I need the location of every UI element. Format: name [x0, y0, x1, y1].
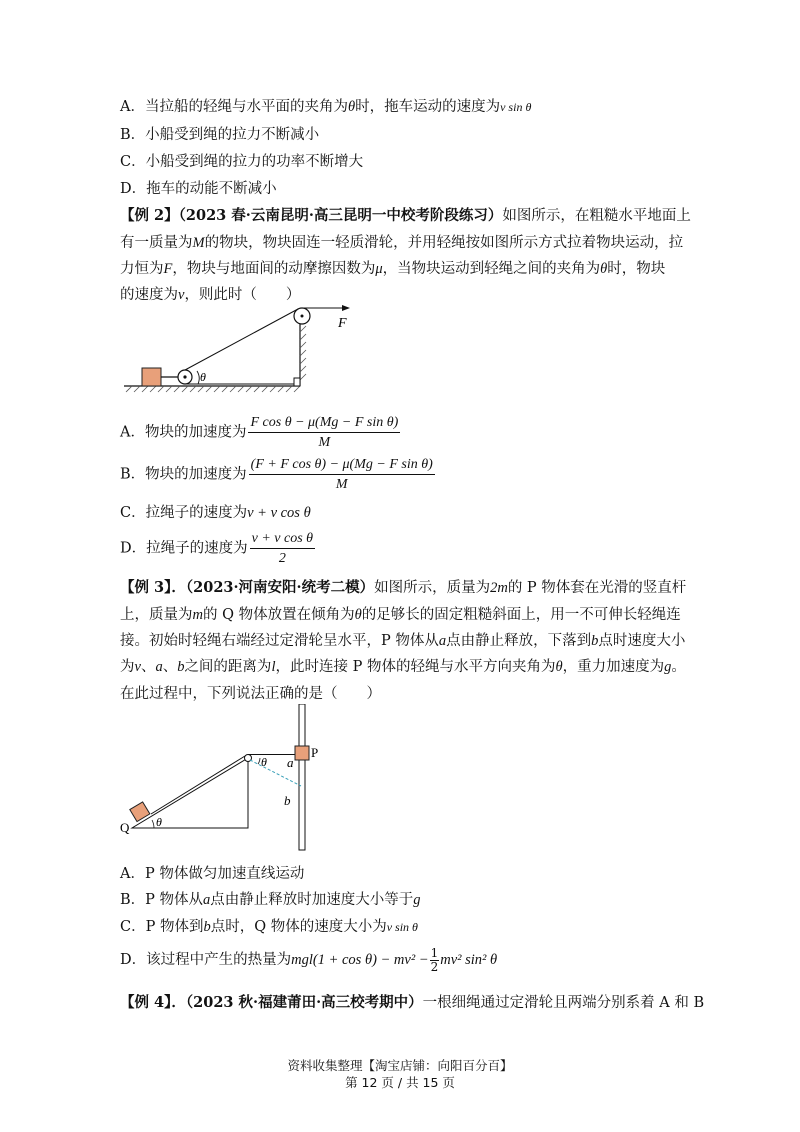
ex3-option-b-text: 点由静止释放时加速度大小等于: [210, 892, 414, 908]
ex2-line-1: [120, 206, 691, 226]
ex3-var-v: v: [134, 659, 141, 675]
footer-source: 资料收集整理【淘宝店铺：向阳百分百】: [287, 1058, 513, 1073]
ex3-option-d-text: D．该过程中产生的热量为: [120, 952, 292, 968]
ex3-text: 的 Q 物体放置在倾角为: [202, 607, 355, 623]
fraction-denominator: 2: [278, 551, 286, 566]
fraction-numerator: F cos θ − μ(Mg − F sin θ): [248, 414, 400, 433]
ex2-option-d-fraction: [250, 530, 315, 567]
ex4-line-1: [120, 993, 704, 1013]
q1-option-a-text: A．当拉船的轻绳与水平面的夹角为: [120, 99, 348, 115]
ex2-text: ，则此时（ ）: [184, 287, 301, 303]
moving-pulley-axle: [183, 375, 186, 378]
ex3-fig-a: a: [287, 755, 294, 770]
ex3-line-4: [120, 657, 686, 677]
ex3-tag: 【例 3】．: [120, 579, 186, 596]
ex3-text: 接。初始时轻绳右端经过定滑轮呈水平，P 物体从: [120, 633, 439, 649]
fraction-denominator: 2: [430, 959, 439, 974]
q1-option-b-text: B．小船受到绳的拉力不断减小: [120, 127, 320, 143]
ex3-line-5: [120, 684, 381, 704]
ex3-option-a[interactable]: [120, 864, 304, 884]
ex3-text: ，此时连接 P 物体的轻绳与水平方向夹角为: [275, 659, 556, 675]
ground-hatch: [126, 386, 300, 392]
ex3-text: 的足够长的固定粗糙斜面上，用一不可伸长轻绳连: [361, 607, 681, 623]
ex3-fig-b: b: [284, 793, 291, 808]
ex2-var-theta: θ: [600, 261, 608, 277]
ex3-var-g: g: [664, 659, 672, 675]
ex3-figure: [118, 704, 328, 856]
ex2-option-b[interactable]: [120, 456, 437, 493]
ex2-tag: 【例 2】: [120, 207, 179, 224]
block-m: [142, 368, 161, 386]
ex2-source: （2023 春·云南昆明·高三昆明一中校考阶段练习）: [178, 207, 503, 224]
ex3-var-a: a: [438, 633, 447, 649]
ex3-var-theta: θ: [555, 659, 563, 675]
ex3-text: 上，质量为: [120, 607, 193, 623]
ex3-text: 如图所示，质量为: [374, 580, 491, 596]
anchor-block: [294, 378, 300, 386]
ex2-line-3: [120, 259, 665, 279]
ex2-text: 的物块，物块固连一轻质滑轮，并用轻绳按如图所示方式拉着物块运动，拉: [204, 235, 684, 251]
ex3-option-b[interactable]: [120, 890, 421, 910]
ex3-text: 、: [140, 659, 156, 675]
ex3-option-a-text: A．P 物体做匀加速直线运动: [120, 866, 305, 882]
ex2-text: 的速度为: [120, 287, 178, 303]
ex2-text: 时，物块: [607, 261, 666, 277]
ex3-line-2: [120, 605, 681, 625]
ex3-var-b: b: [591, 633, 599, 649]
ex3-var-m: m: [192, 607, 203, 623]
ex2-option-d-text: D．拉绳子的速度为: [120, 540, 248, 557]
ex3-var-b: b: [177, 659, 185, 675]
ex3-fig-theta-1: θ: [261, 755, 267, 769]
fraction-denominator: M: [335, 477, 348, 492]
ex2-fig-theta: θ: [200, 370, 206, 384]
ex3-var-theta: θ: [354, 607, 362, 623]
ex3-text: 的 P 物体套在光滑的竖直杆: [507, 580, 687, 596]
ex3-text: 、: [162, 659, 178, 675]
ex3-option-d-expr-1: mgl(1 + cos θ) − mv² −: [291, 952, 429, 968]
ex2-var-f: F: [163, 261, 173, 277]
q1-option-c[interactable]: [120, 152, 363, 172]
ex2-option-c-text: C．拉绳子的速度为: [120, 505, 248, 521]
ex3-var-l: l: [271, 659, 276, 675]
fixed-pulley-axle: [301, 315, 304, 318]
ex3-option-c-text: 点时，Q 物体的速度大小为: [210, 919, 387, 935]
ex2-var-v: v: [178, 287, 185, 303]
ex2-option-a-fraction: [248, 414, 400, 451]
vertical-rod: [299, 704, 305, 850]
ex2-var-m: M: [192, 235, 205, 251]
ex2-option-a-text: A．物块的加速度为: [120, 424, 247, 441]
footer-page-number: 第 12 页 / 共 15 页: [345, 1075, 455, 1090]
ex3-text: 在此过程中，下列说法正确的是（ ）: [120, 686, 381, 702]
ex3-var-2m: 2m: [490, 580, 508, 596]
ex3-option-b-var-a: a: [203, 892, 211, 908]
ex2-line-2: [120, 233, 683, 253]
ex3-option-b-var-g: g: [413, 892, 421, 908]
ex2-text: ，当物块运动到轻绳之间的夹角为: [382, 261, 601, 277]
fraction-denominator: M: [318, 435, 331, 450]
q1-option-d[interactable]: [120, 179, 277, 199]
q1-option-a-theta: θ: [347, 99, 356, 115]
ex2-option-b-text: B．物块的加速度为: [120, 466, 247, 483]
ex3-option-c[interactable]: [120, 917, 418, 937]
ex3-option-c-expr: v sin θ: [386, 920, 418, 934]
ex2-figure: [118, 300, 358, 400]
fraction-numerator: 1: [430, 945, 439, 960]
ex3-option-c-text: C．P 物体到: [120, 919, 204, 935]
ex3-text: ，重力加速度为: [562, 659, 665, 675]
ex2-option-b-fraction: [249, 456, 435, 493]
ex4-tag: 【例 4】．: [120, 994, 186, 1011]
ex3-line-3: [120, 631, 685, 651]
ex2-text: ，物块与地面间的动摩擦因数为: [172, 261, 376, 277]
ex3-fig-q: Q: [120, 820, 130, 835]
block-p: [295, 746, 309, 760]
ex3-option-c-var-b: b: [203, 919, 211, 935]
ex3-var-a: a: [155, 659, 163, 675]
ex2-fig-f: F: [338, 316, 347, 331]
pull-arrow: [342, 305, 350, 311]
incline: [132, 758, 248, 828]
ex3-option-d-expr-2: mv² sin² θ: [440, 952, 498, 968]
angle-arc: [197, 371, 199, 384]
ex3-source: （2023·河南安阳·统考二模）: [185, 579, 375, 596]
ex3-option-d-fraction: [430, 947, 440, 974]
ex2-option-c[interactable]: [120, 503, 311, 523]
wall-hatch: [300, 318, 306, 380]
q1-option-a-text-mid: 时，拖车运动的速度为: [355, 99, 501, 115]
ex3-option-b-text: B．P 物体从: [120, 892, 204, 908]
ex3-option-d[interactable]: [120, 945, 497, 975]
ex3-fig-theta-2: θ: [156, 815, 162, 829]
ex3-fig-p: P: [311, 745, 319, 760]
ex2-var-mu: μ: [375, 261, 383, 277]
q1-option-a-expr: v sin θ: [500, 100, 532, 114]
fraction-numerator: (F + F cos θ) − μ(Mg − F sin θ): [249, 456, 435, 475]
angle-arc-pulley: [258, 758, 260, 764]
ex2-text: 有一质量为: [120, 235, 193, 251]
ex2-text: 力恒为: [120, 261, 164, 277]
ex3-text: 之间的距离为: [184, 659, 272, 675]
ex3-text: 点由静止释放，下落到: [446, 633, 592, 649]
q1-option-b[interactable]: [120, 125, 319, 145]
ex2-option-a[interactable]: [120, 414, 402, 451]
ex3-text: 。: [671, 659, 686, 675]
ex4-source: （2023 秋·福建莆田·高三校考期中）: [185, 994, 423, 1011]
ex2-option-d[interactable]: [120, 530, 317, 567]
q1-option-d-text: D．拖车的动能不断减小: [120, 181, 277, 197]
fraction-numerator: v + v cos θ: [250, 530, 315, 549]
ex2-text: 如图所示，在粗糙水平地面上: [502, 208, 691, 224]
ex3-text: 为: [120, 659, 135, 675]
q1-option-c-text: C．小船受到绳的拉力的功率不断增大: [120, 154, 364, 170]
ex2-option-c-expr: v + v cos θ: [247, 505, 311, 521]
rope-upper: [185, 309, 298, 370]
ex3-text: 点时速度大小: [598, 633, 686, 649]
ex4-text: 一根细绳通过定滑轮且两端分别系着 A 和 B: [422, 995, 705, 1011]
ex3-line-1: [120, 578, 686, 598]
q1-option-a[interactable]: [120, 97, 531, 117]
